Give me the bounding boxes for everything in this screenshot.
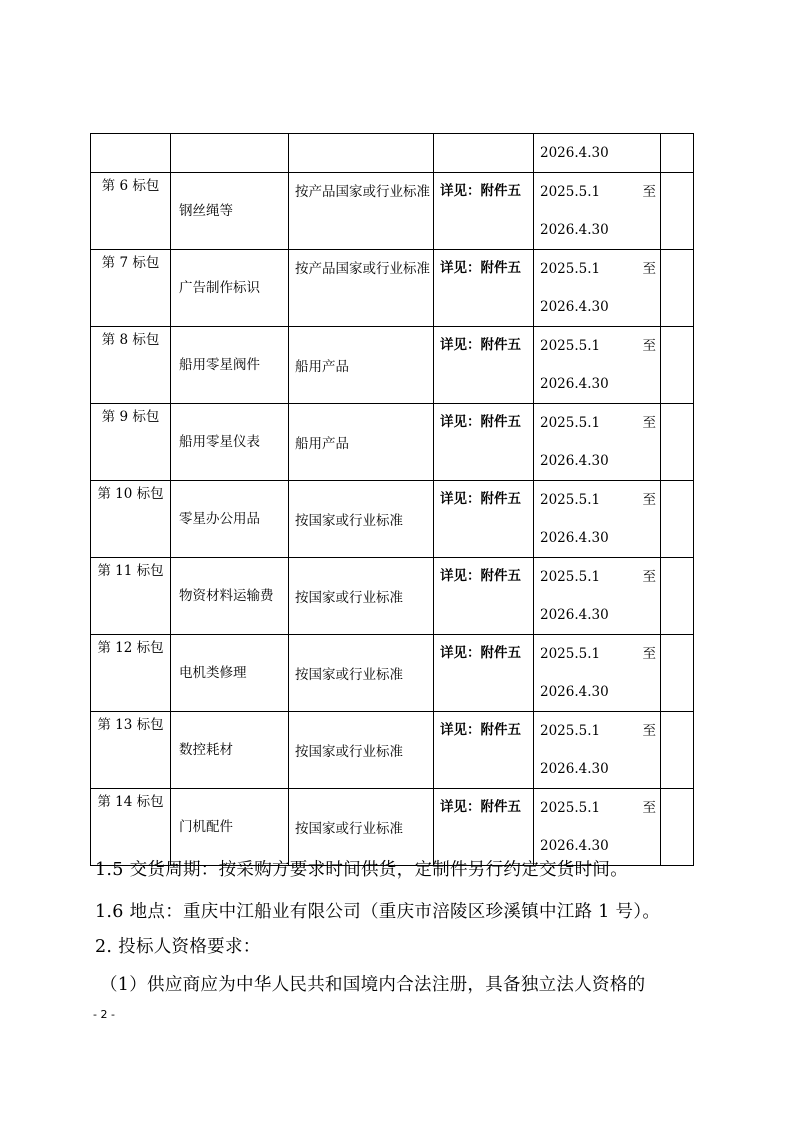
standard-text: 按国家或行业标准 (295, 821, 403, 837)
detail-cell (434, 481, 534, 558)
standard-text: 按产品国家或行业标准 (295, 261, 430, 277)
qualification-item-1: （1）供应商应为中华人民共和国境内合法注册，具备独立法人资格的 (100, 975, 646, 995)
table-row (91, 789, 694, 866)
period-end: 2026.4.30 (540, 607, 609, 623)
package-cell (91, 635, 171, 712)
package-label: 第 10 标包 (97, 486, 164, 502)
remark-cell (661, 404, 694, 481)
product-cell (171, 173, 289, 250)
period-to: 至 (642, 492, 656, 508)
bid-package-table (90, 133, 694, 866)
period-cell (534, 635, 661, 712)
detail-text: 详见：附件五 (440, 414, 521, 430)
period-start: 2025.5.1 (540, 646, 601, 662)
package-cell (91, 712, 171, 789)
detail-cell (434, 404, 534, 481)
package-label: 第 9 标包 (101, 409, 160, 425)
standard-cell (289, 327, 434, 404)
detail-text: 详见：附件五 (440, 337, 521, 353)
standard-cell (289, 712, 434, 789)
period-cell (534, 134, 661, 173)
detail-text: 详见：附件五 (440, 491, 521, 507)
standard-cell (289, 404, 434, 481)
table-row (91, 173, 694, 250)
period-end: 2026.4.30 (540, 453, 609, 469)
product-name: 钢丝绳等 (179, 202, 233, 219)
product-cell (171, 712, 289, 789)
standard-text: 按国家或行业标准 (295, 667, 403, 683)
standard-text: 船用产品 (295, 359, 349, 375)
product-name: 船用零星仪表 (179, 433, 260, 450)
package-cell (91, 789, 171, 866)
package-label: 第 14 标包 (97, 794, 164, 810)
standard-text: 按国家或行业标准 (295, 744, 403, 760)
remark-cell (661, 250, 694, 327)
package-label: 第 8 标包 (101, 332, 160, 348)
standard-text: 按产品国家或行业标准 (295, 184, 430, 200)
location-paragraph: 1.6 地点：重庆中江船业有限公司（重庆市涪陵区珍溪镇中江路 1 号）。 (95, 902, 661, 922)
table-row (91, 558, 694, 635)
period-start: 2025.5.1 (540, 415, 601, 431)
detail-cell (434, 327, 534, 404)
detail-cell (434, 250, 534, 327)
product-cell (171, 635, 289, 712)
detail-text: 详见：附件五 (440, 722, 521, 738)
period-start: 2025.5.1 (540, 492, 601, 508)
product-cell (171, 404, 289, 481)
period-cell (534, 558, 661, 635)
detail-text: 详见：附件五 (440, 260, 521, 276)
detail-cell (434, 173, 534, 250)
period-cell (534, 250, 661, 327)
package-cell (91, 558, 171, 635)
period-cell (534, 173, 661, 250)
period-end: 2026.4.30 (540, 684, 609, 700)
period-cell (534, 712, 661, 789)
remark-cell (661, 635, 694, 712)
package-label: 第 13 标包 (97, 717, 164, 733)
period-to: 至 (642, 338, 656, 354)
period-to: 至 (642, 569, 656, 585)
package-cell (91, 404, 171, 481)
standard-cell (289, 789, 434, 866)
period-start: 2025.5.1 (540, 800, 601, 816)
product-name: 电机类修理 (179, 664, 247, 681)
table-row-continued (91, 134, 694, 173)
period-start: 2025.5.1 (540, 569, 601, 585)
detail-cell (434, 712, 534, 789)
remark-cell (661, 173, 694, 250)
detail-cell (434, 558, 534, 635)
detail-text: 详见：附件五 (440, 183, 521, 199)
period-start: 2025.5.1 (540, 338, 601, 354)
detail-cell (434, 789, 534, 866)
product-cell (171, 250, 289, 327)
standard-text: 按国家或行业标准 (295, 513, 403, 529)
standard-cell (289, 635, 434, 712)
standard-cell (289, 481, 434, 558)
detail-text: 详见：附件五 (440, 645, 521, 661)
period-to: 至 (642, 415, 656, 431)
table-row (91, 250, 694, 327)
remark-cell (661, 327, 694, 404)
standard-text: 船用产品 (295, 436, 349, 452)
remark-cell (661, 789, 694, 866)
remark-cell (661, 481, 694, 558)
table-row (91, 481, 694, 558)
page-number: - 2 - (93, 1008, 115, 1021)
remark-cell (661, 712, 694, 789)
detail-text: 详见：附件五 (440, 799, 521, 815)
package-cell (91, 327, 171, 404)
standard-cell (289, 558, 434, 635)
package-label: 第 11 标包 (97, 563, 164, 579)
period-end: 2026.4.30 (540, 299, 609, 315)
period-end: 2026.4.30 (540, 222, 609, 238)
package-cell (91, 250, 171, 327)
table-row (91, 635, 694, 712)
product-cell (171, 327, 289, 404)
period-start: 2025.5.1 (540, 184, 601, 200)
package-cell (91, 481, 171, 558)
table-row (91, 712, 694, 789)
product-cell (171, 481, 289, 558)
table-row (91, 404, 694, 481)
period-to: 至 (642, 184, 656, 200)
standard-text: 按国家或行业标准 (295, 590, 403, 606)
package-label: 第 7 标包 (101, 255, 160, 271)
period-end: 2026.4.30 (540, 530, 609, 546)
detail-text: 详见：附件五 (440, 568, 521, 584)
product-name: 船用零星阀件 (179, 356, 260, 373)
period-end: 2026.4.30 (540, 145, 609, 161)
product-name: 数控耗材 (179, 741, 233, 758)
period-to: 至 (642, 723, 656, 739)
package-label: 第 12 标包 (97, 640, 164, 656)
package-cell (91, 173, 171, 250)
period-cell (534, 789, 661, 866)
product-name: 门机配件 (179, 818, 233, 835)
delivery-cycle-paragraph: 1.5 交货周期：按采购方要求时间供货，定制件另行约定交货时间。 (95, 860, 628, 880)
product-name: 零星办公用品 (179, 510, 260, 527)
remark-cell (661, 558, 694, 635)
product-cell (171, 558, 289, 635)
period-cell (534, 327, 661, 404)
period-start: 2025.5.1 (540, 261, 601, 277)
period-end: 2026.4.30 (540, 838, 609, 854)
period-to: 至 (642, 646, 656, 662)
product-cell (171, 789, 289, 866)
product-name: 广告制作标识 (179, 279, 260, 296)
standard-cell (289, 250, 434, 327)
period-to: 至 (642, 800, 656, 816)
period-cell (534, 404, 661, 481)
detail-cell (434, 635, 534, 712)
product-name: 物资材料运输费 (179, 587, 274, 604)
standard-cell (289, 173, 434, 250)
period-end: 2026.4.30 (540, 376, 609, 392)
qualification-heading: 2. 投标人资格要求： (95, 937, 261, 957)
period-cell (534, 481, 661, 558)
period-to: 至 (642, 261, 656, 277)
table-row (91, 327, 694, 404)
package-label: 第 6 标包 (101, 178, 160, 194)
period-end: 2026.4.30 (540, 761, 609, 777)
period-start: 2025.5.1 (540, 723, 601, 739)
